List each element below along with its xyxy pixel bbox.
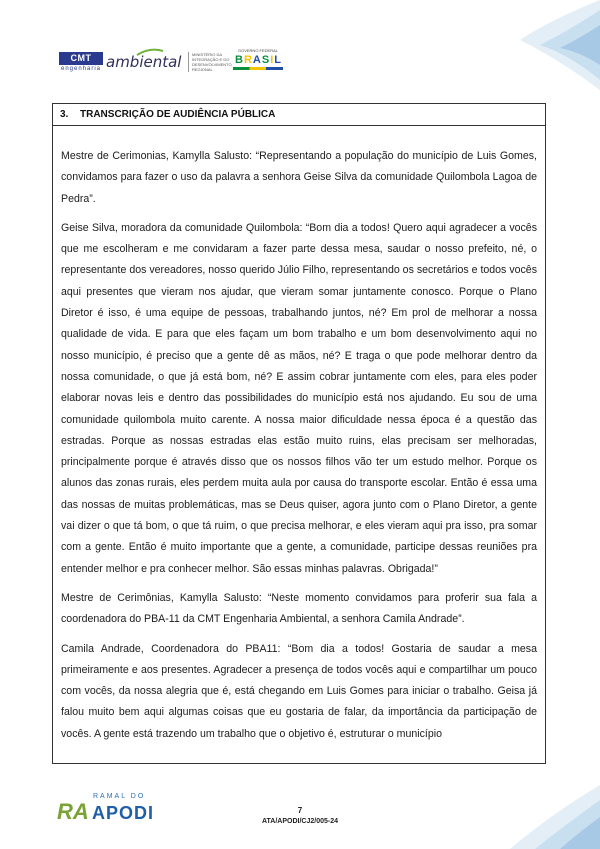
cmt-logo-subtext: engenharia	[60, 66, 102, 72]
paragraph-4: Camila Andrade, Coordenadora do PBA11: “Bom dia a todos! Gostaria de saudar a mesa primeiramente e aos presentes. Agradecer a presença de todos vocês aqui e compartilhar um pouco com vocês, da nossa alegria que é, está chegando em Luis Gomes para iniciar o trabalho. Geisa já falou muito bem aqui algumas coisas que eu gostaria de falar, da importância da participação de vocês. A gente está trazendo um trabalho que o objetivo é, estruturar o município	[61, 642, 537, 740]
paragraph-2: Geise Silva, moradora da comunidade Quilombola: “Bom dia a todos! Quero aqui agradecer a vocês que me escolheram e me convidaram a fazer parte dessa mesa, saudar o nosso prefeito, né, o representante dos vereadores, nosso querido Júlio Filho, representando os secretários e todos vocês aqui presentes que vieram nos ajudar, que vieram somar juntamente conosco. Porque o Plano Diretor é isso, é uma equipe de pessoas, trabalhando juntos, né? Em prol de melhorar a nossa qualidade de vida. E para que eles façam um bom trabalho e um bom desenvolvimento aqui no nosso município, é preciso que a gente dê as mãos, né? E traga o que pode melhorar dentro da nossa comunidade, o que já está bom, né? E assim cobrar juntamente com eles, para eles poder elaborar novas leis e dentro das possibilidades do município está nos ajudando. Eu sou de uma comunidade quilombola muito carente. A nossa maior dificuldade nessa época é a questão das estradas. Porque as nossas estradas elas estão muito ruins, elas precisam ser melhoradas, principalmente porque é através disso que os nossos filhos vão ter um estudo melhor. Porque os alunos das zonas rurais, eles perdem muita aula por causa do transporte escolar. Então é essa uma das nossas de muitas problemáticas, mas se Deus quiser, agora junto com o Plano Diretor, a gente vai dizer o que tá bom, o que tá ruim, o que precisa melhorar, e eles vieram aqui pra isso, pra somar com a gente. Então é muito importante que a gente, a comunidade, participe dessas reuniões pra entender melhor e pra conhecer melhor. São essas minhas palavras. Obrigada!”	[61, 221, 537, 575]
brasil-letter: I	[270, 54, 274, 66]
brasil-color-strip	[233, 67, 283, 70]
ramal-logo-text: RAMAL DO	[93, 793, 146, 800]
ministerio-logo: MINISTÉRIO DA INTEGRAÇÃO E DO DESENVOLVIMENTO REGIONAL	[188, 52, 230, 72]
paragraph-1: Mestre de Cerimonias, Kamylla Salusto: “Representando a população do município de Luis Gomes, convidamos para fazer o uso da palavra a senhora Geise Silva da comunidade Quilombola Lagoa de Pedra”.	[61, 150, 537, 205]
ramal-logo-ra: RA	[57, 799, 89, 824]
section-title	[53, 104, 545, 126]
page-number: 7	[297, 806, 303, 815]
transcription-section	[52, 103, 546, 764]
cmt-logo-text: CMT	[59, 52, 103, 65]
paragraph-3: Mestre de Cerimônias, Kamylla Salusto: “Neste momento convidamos para proferir sua fala a coordenadora do PBA-11 da CMT Engenharia Ambiental, a senhora Camila Andrade”.	[61, 591, 537, 626]
page-footer	[0, 775, 600, 849]
corner-decoration-top	[480, 0, 600, 90]
brasil-letter: S	[261, 54, 270, 66]
page-header	[0, 0, 600, 100]
governo-federal-caption: GOVERNO FEDERAL	[237, 48, 278, 53]
section-title-text: TRANSCRIÇÃO DE AUDIÊNCIA PÚBLICA	[80, 109, 276, 120]
ambiental-logo: ambiental	[106, 53, 182, 71]
cmt-logo	[59, 52, 103, 74]
brasil-wordmark	[233, 54, 283, 66]
corner-decoration-bottom	[490, 775, 600, 849]
governo-federal-logo	[233, 48, 283, 76]
apodi-logo-text: APODI	[92, 803, 155, 823]
brasil-letter: B	[235, 54, 243, 66]
brasil-letter: A	[252, 54, 261, 66]
section-number: 3.	[60, 109, 69, 120]
brasil-letter: R	[243, 54, 252, 66]
brasil-letter: L	[274, 54, 281, 66]
transcription-body	[53, 126, 545, 745]
document-code: ATA/APODI/CJ2/005-24	[262, 818, 338, 825]
